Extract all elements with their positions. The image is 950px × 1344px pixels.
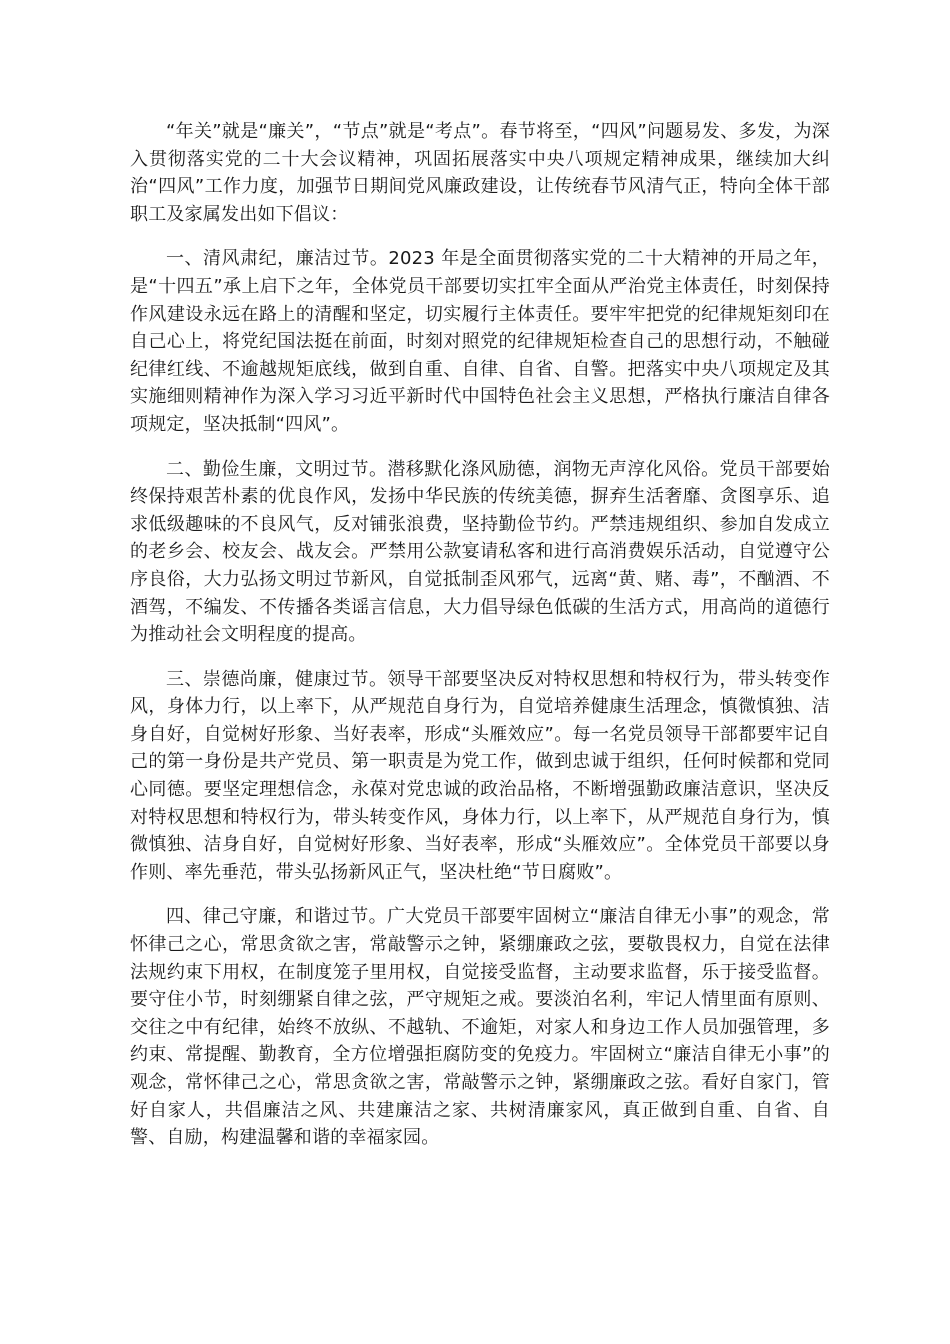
paragraph-section-4: 四、律己守廉，和谐过节。广大党员干部要牢固树立“廉洁自律无小事”的观念，常怀律己之心，常思贪欲之害，常敲警示之钟，紧绷廉政之弦，要敬畏权力，自觉在法律法规约束下用权，在制度笼子里用权，自觉接受监督，主动要求监督，乐于接受监督。要守住小节，时刻绷紧自律之弦，严守规矩之戒。要淡泊名利，牢记人情里面有原则、交往之中有纪律，始终不放纵、不越轨、不逾矩，对家人和身边工作人员加强管理，多约束、常提醒、勤教育，全方位增强拒腐防变的免疫力。牢固树立“廉洁自律无小事”的观念，常怀律己之心，常思贪欲之害，常敲警示之钟，紧绷廉政之弦。看好自家门，管好自家人，共倡廉洁之风、共建廉洁之家、共树清廉家风，真正做到自重、自省、自警、自励，构建温馨和谐的幸福家园。 xyxy=(130,906,830,1149)
document-body xyxy=(130,118,830,1169)
paragraph-section-2: 二、勤俭生廉，文明过节。潜移默化涤风励德，润物无声淳化风俗。党员干部要始终保持艰苦朴素的优良作风，发扬中华民族的传统美德，摒弃生活奢靡、贪图享乐、追求低级趣味的不良风气，反对铺张浪费，坚持勤俭节约。严禁违规组织、参加自发成立的老乡会、校友会、战友会。严禁用公款宴请私客和进行高消费娱乐活动，自觉遵守公序良俗，大力弘扬文明过节新风，自觉抵制歪风邪气，远离“黄、赌、毒”，不酗酒、不酒驾，不编发、不传播各类谣言信息，大力倡导绿色低碳的生活方式，用高尚的道德行为推动社会文明程度的提高。 xyxy=(130,458,830,646)
paragraph-section-1: 一、清风肃纪，廉洁过节。2023 年是全面贯彻落实党的二十大精神的开局之年，是“十四五”承上启下之年，全体党员干部要切实扛牢全面从严治党主体责任，时刻保持作风建设永远在路上的清醒和坚定，切实履行主体责任。要牢牢把党的纪律规矩刻印在自己心上，将党纪国法挺在前面，时刻对照党的纪律规矩检查自己的思想行动，不触碰纪律红线、不逾越规矩底线，做到自重、自律、自省、自警。把落实中央八项规定及其实施细则精神作为深入学习习近平新时代中国特色社会主义思想，严格执行廉洁自律各项规定，坚决抵制“四风”。 xyxy=(130,248,830,435)
paragraph-intro: “年关”就是“廉关”，“节点”就是“考点”。春节将至，“四风”问题易发、多发，为深入贯彻落实党的二十大会议精神，巩固拓展落实中央八项规定精神成果，继续加大纠治“四风”工作力度，加强节日期间党风廉政建设，让传统春节风清气正，特向全体干部职工及家属发出如下倡议： xyxy=(130,121,830,225)
paragraph-section-3: 三、崇德尚廉，健康过节。领导干部要坚决反对特权思想和特权行为，带头转变作风，身体力行，以上率下，从严规范自身行为，自觉培养健康生活理念，慎微慎独、洁身自好，自觉树好形象、当好表率，形成“头雁效应”。每一名党员领导干部都要牢记自己的第一身份是共产党员、第一职责是为党工作，做到忠诚于组织，任何时候都和党同心同德。要坚定理想信念，永葆对党忠诚的政治品格，不断增强勤政廉洁意识，坚决反对特权思想和特权行为，带头转变作风，身体力行，以上率下，从严规范自身行为，慎微慎独、洁身自好，自觉树好形象、当好表率，形成“头雁效应”。全体党员干部要以身作则、率先垂范，带头弘扬新风正气，坚决杜绝“节日腐败”。 xyxy=(130,668,830,883)
